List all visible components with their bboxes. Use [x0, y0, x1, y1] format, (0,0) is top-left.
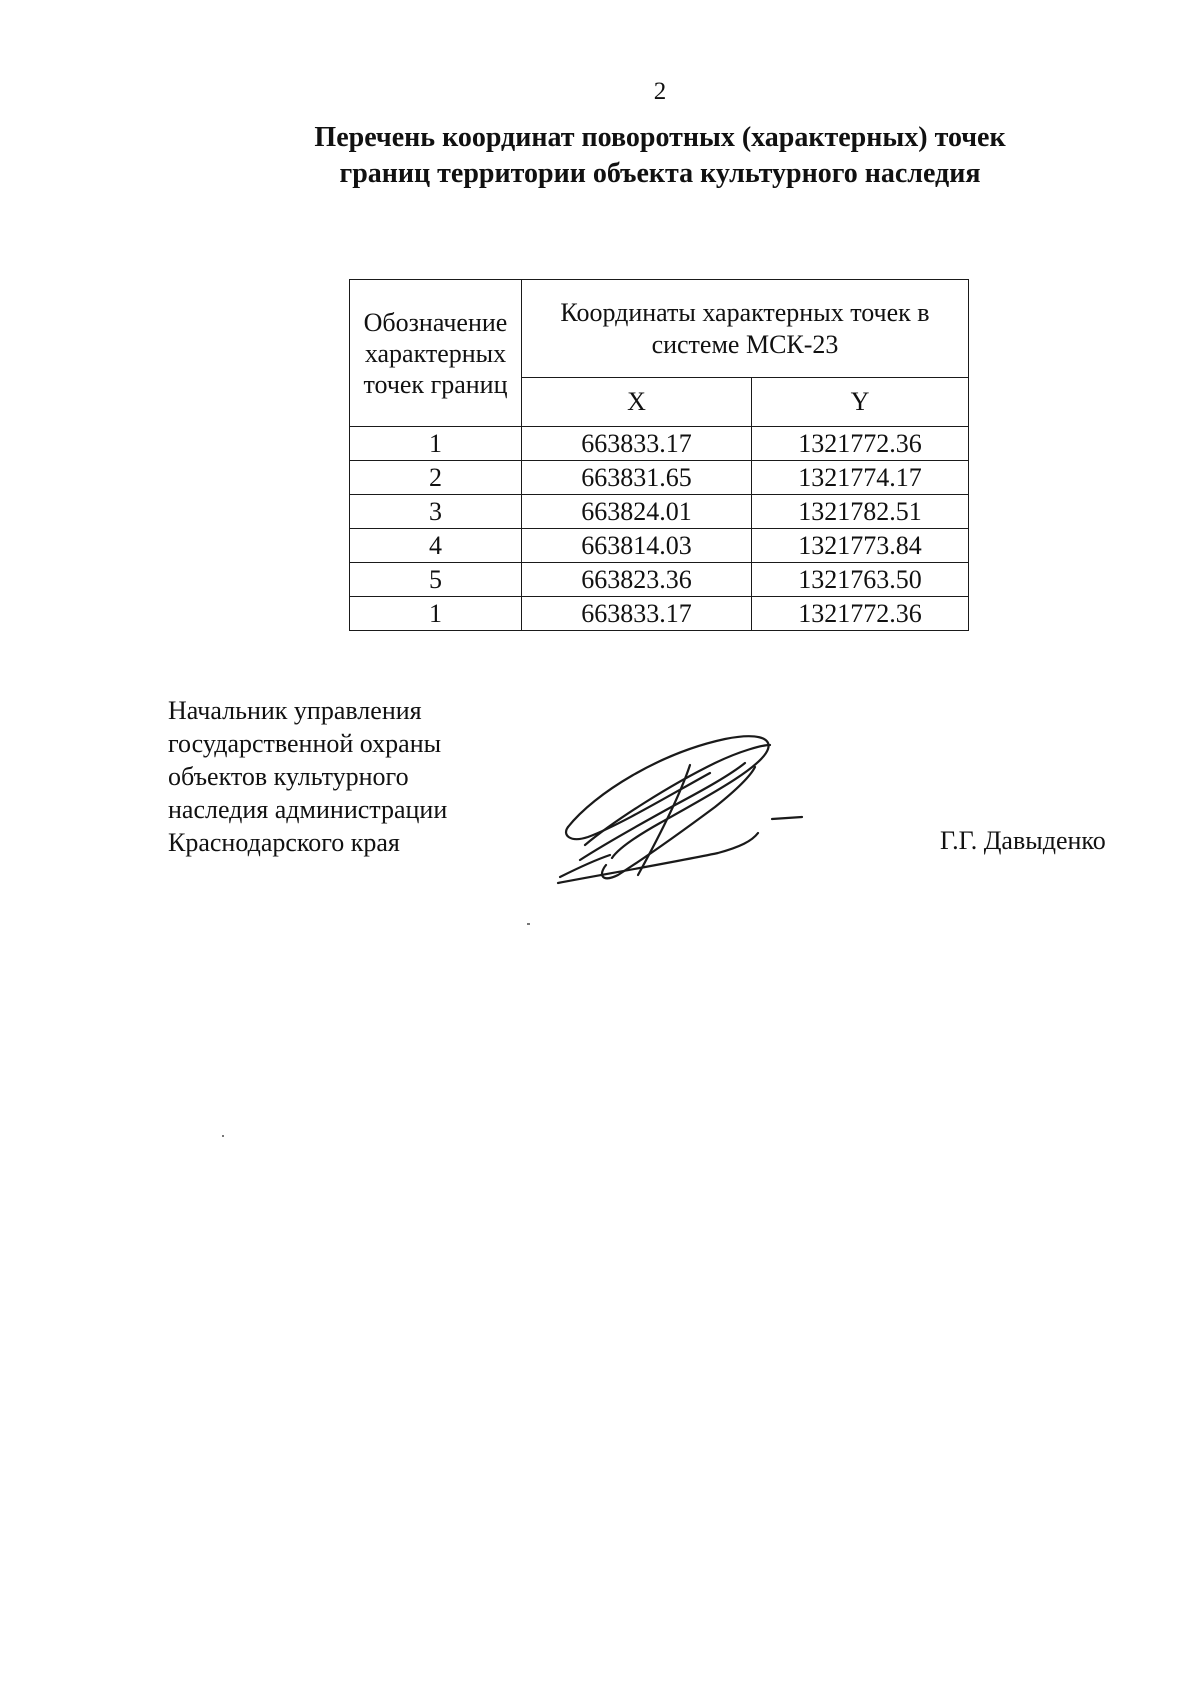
table-row [350, 427, 969, 461]
table-row [350, 529, 969, 563]
cell-point: 1 [350, 427, 522, 461]
cell-x: 663823.36 [522, 563, 752, 597]
coordinates-table [349, 279, 969, 631]
signatory-position-line: Краснодарского края [168, 828, 400, 857]
table-row [350, 495, 969, 529]
signatory-position [168, 694, 447, 859]
cell-point: 5 [350, 563, 522, 597]
cell-x: 663831.65 [522, 461, 752, 495]
header-coordinates [522, 280, 969, 378]
cell-x: 663833.17 [522, 597, 752, 631]
header-point-designation-line: точек границ [363, 369, 508, 399]
table-row [350, 461, 969, 495]
signatory-position-line: объектов культурного [168, 762, 409, 791]
page-number: 2 [653, 78, 667, 105]
scan-speck [527, 923, 530, 925]
header-point-designation [350, 280, 522, 427]
signatory-position-line: Начальник управления [168, 696, 422, 725]
header-point-designation-line: Обозначение [363, 307, 508, 337]
header-coordinates-line: Координаты характерных точек в [560, 297, 930, 327]
cell-y: 1321763.50 [752, 563, 969, 597]
cell-x: 663824.01 [522, 495, 752, 529]
document-title-line-1: Перечень координат поворотных (характерных) точек [314, 122, 1006, 153]
document-title-line-2: границ территории объекта культурного наследия [339, 158, 981, 189]
cell-y: 1321773.84 [752, 529, 969, 563]
table-row [350, 597, 969, 631]
cell-y: 1321772.36 [752, 597, 969, 631]
cell-point: 1 [350, 597, 522, 631]
cell-point: 3 [350, 495, 522, 529]
cell-point: 2 [350, 461, 522, 495]
document-title [0, 120, 1200, 192]
cell-x: 663814.03 [522, 529, 752, 563]
cell-x: 663833.17 [522, 427, 752, 461]
header-y: Y [752, 378, 969, 427]
scan-speck [222, 1135, 224, 1137]
signatory-position-line: государственной охраны [168, 729, 442, 758]
header-x: X [522, 378, 752, 427]
cell-y: 1321774.17 [752, 461, 969, 495]
signatory-position-line: наследия администрации [168, 795, 448, 824]
cell-point: 4 [350, 529, 522, 563]
table-row [350, 563, 969, 597]
header-point-designation-line: характерных [364, 338, 507, 368]
cell-y: 1321772.36 [752, 427, 969, 461]
header-coordinates-line: системе МСК-23 [651, 329, 839, 359]
cell-y: 1321782.51 [752, 495, 969, 529]
handwritten-signature [540, 715, 820, 890]
signatory-name: Г.Г. Давыденко [940, 826, 1106, 855]
